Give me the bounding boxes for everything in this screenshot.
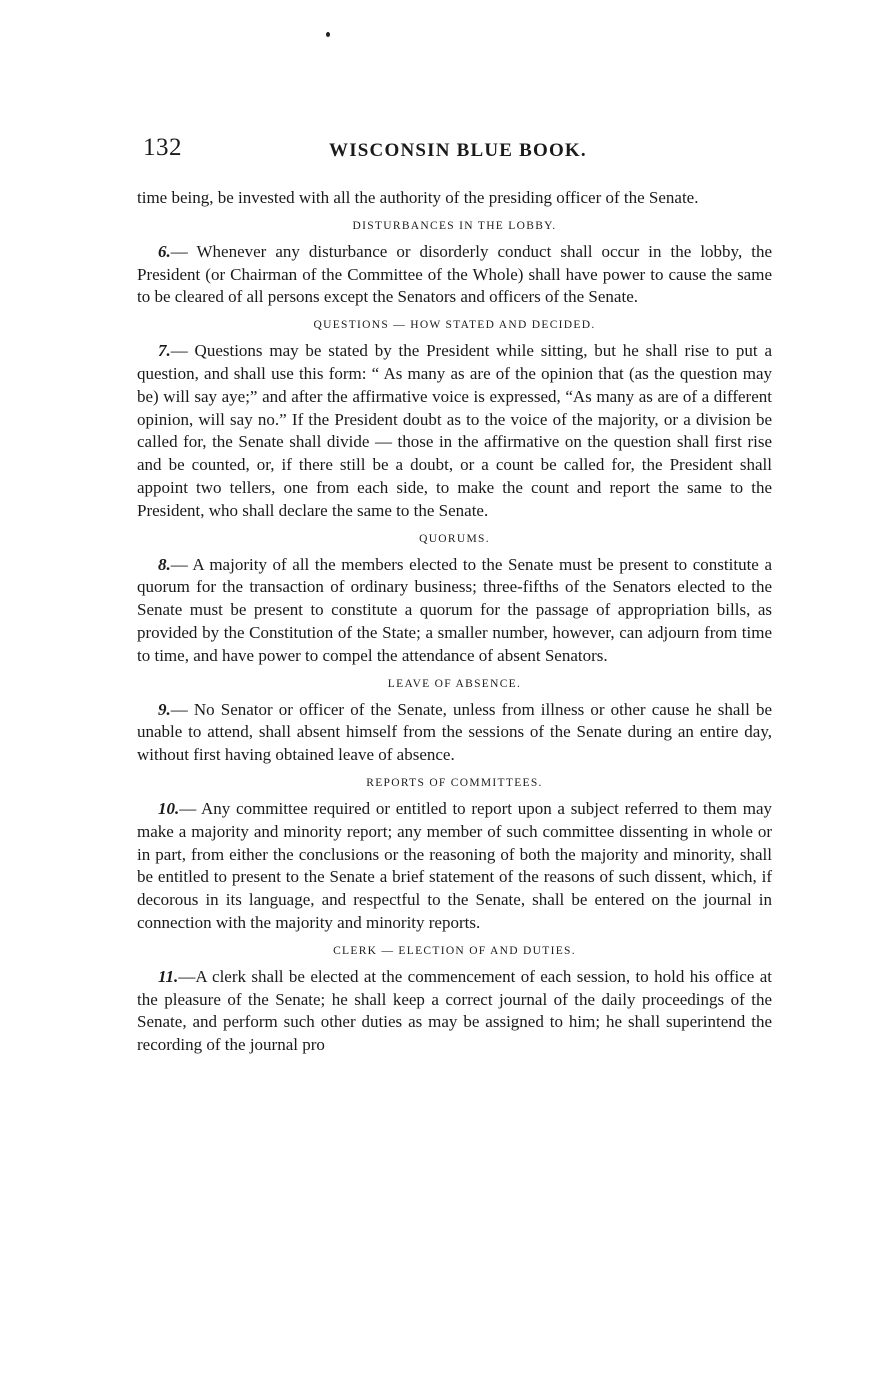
page-header [143,134,783,168]
rule-11-paragraph [137,966,772,1057]
paragraph-text: — Questions may be stated by the President while sitting, but he shall rise to put a question, and shall use this form: “ As many as are of the opinion that (as the question may be) will say aye;” and after the affirmative voice is expressed, “As many as are of a different opinion, will say no.” If the President doubt as to the voice of the majority, or a division be called for, the Senate shall divide — those in the affirmative on the question shall first rise and be counted, or, if there still be a doubt, or a count be called for, the President shall appoint two tellers, one from each side, to make the count and report the same to the President, who shall declare the same to the Senate. [137,341,772,520]
rule-number: 9. [158,699,171,719]
paragraph-text: — No Senator or officer of the Senate, unless from illness or other cause he shall be unable to attend, shall absent himself from the sessions of the Senate during an entire day, without first having obtained leave of absence. [137,699,772,765]
running-title: WISCONSIN BLUE BOOK. [329,140,587,161]
continued-paragraph [137,187,772,210]
section-heading-clerk: CLERK — ELECTION OF AND DUTIES. [333,944,576,957]
rule-number: 7. [158,341,171,361]
rule-number: 8. [158,554,171,574]
page-number: 132 [143,134,182,161]
section-heading-reports: REPORTS OF COMMITTEES. [366,776,543,789]
rule-6-paragraph [137,241,772,309]
page-body [137,187,772,1057]
rule-9-paragraph [137,699,772,767]
paragraph-text: — Any committee required or entitled to report upon a subject referred to them may make a majority and minority report; any member of such committee dissenting in whole or in part, from either the conclusions or the reasoning of both the majority and minority, shall be entitled to present to the Senate a brief statement of the reasons of such dissent, which, if decorous in its language, and respectful to the Senate, shall be entered on the journal in connection with the majority and minority reports. [137,798,772,932]
section-heading-quorums: QUORUMS. [419,532,490,545]
rule-10-paragraph [137,798,772,935]
paragraph-text: —A clerk shall be elected at the commencement of each session, to hold his office at the pleasure of the Senate; he shall keep a correct journal of the daily proceedings of the Senate, and perform such other duties as may be assigned to him; he shall superintend the recording of the journal pro [137,966,772,1055]
section-heading-leave-of-absence: LEAVE OF ABSENCE. [387,677,522,690]
rule-8-paragraph [137,554,772,668]
paragraph-text: time being, be invested with all the authority of the presiding officer of the Senate. [137,188,699,207]
section-heading-disturbances: DISTURBANCES IN THE LOBBY. [352,219,557,232]
section-heading-questions: QUESTIONS — HOW STATED AND DECIDED. [313,319,596,332]
paragraph-text: — A majority of all the members elected to the Senate must be present to constitute a quorum for the transaction of ordinary business; three-fifths of the Senators elected to the Senate must be present to constitute a quorum for the passage of appropriation bills, as provided by the Constitution of the State; a smaller number, however, can adjourn from time to time, and have power to compel the attendance of absent Senators. [137,554,772,665]
paragraph-text: — Whenever any disturbance or disorderly conduct shall occur in the lobby, the President (or Chairman of the Committee of the Whole) shall have power to cause the same to be cleared of all persons except the Senators and officers of the Senate. [137,241,772,307]
rule-number: 11. [158,966,179,986]
rule-number: 6. [158,241,171,261]
rule-number: 10. [158,798,180,818]
rule-7-paragraph [137,340,772,522]
ink-speck [326,32,330,37]
